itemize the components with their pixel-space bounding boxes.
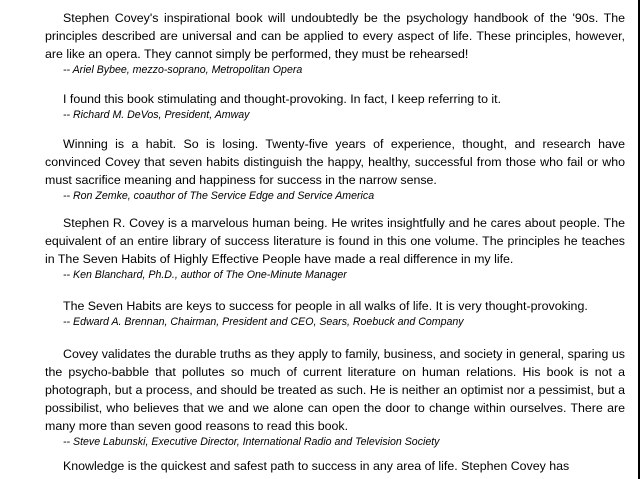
- testimonial-1: [45, 9, 625, 78]
- testimonial-attribution: -- Ariel Bybee, mezzo-soprano, Metropolitan Opera: [63, 64, 303, 76]
- testimonial-5: [45, 297, 625, 330]
- testimonial-attribution: -- Ron Zemke, coauthor of The Service Edge and Service America: [63, 190, 375, 202]
- testimonial-2: [45, 90, 625, 123]
- testimonial-quote: I found this book stimulating and thought-provoking. In fact, I keep referring to it.: [63, 92, 502, 106]
- testimonial-attribution: -- Ken Blanchard, Ph.D., author of The One-Minute Manager: [63, 269, 347, 281]
- testimonial-7: [45, 457, 625, 475]
- testimonial-quote: Stephen R. Covey is a marvelous human being. He writes insightfully and he cares about people. The equivalent of an entire library of success literature is found in this one volume. The principles he teaches in The Seven Habits of Highly Effective People have made a real difference in my life.: [45, 216, 625, 266]
- testimonial-quote: Covey validates the durable truths as they apply to family, business, and society in general, sparing us the psycho-babble that pollutes so much of current literature on human relations. His book is not a photograph, but a process, and should be treated as such. He is neither an optimist nor a pessimist, but a possibilist, who believes that we and we alone can open the door to change within ourselves. There are many more than seven good reasons to read this book.: [45, 347, 625, 433]
- testimonial-quote: The Seven Habits are keys to success for people in all walks of life. It is very thought-provoking.: [63, 299, 588, 313]
- testimonial-3: [45, 135, 625, 204]
- testimonial-quote: Knowledge is the quickest and safest path to success in any area of life. Stephen Covey has: [63, 459, 570, 473]
- testimonial-attribution: -- Richard M. DeVos, President, Amway: [63, 109, 250, 121]
- testimonial-quote: Winning is a habit. So is losing. Twenty-five years of experience, thought, and research have convinced Covey that seven habits distinguish the happy, healthy, successful from those who fail or who must sacrifice meaning and happiness for success in the narrow sense.: [45, 137, 625, 187]
- testimonial-attribution: -- Edward A. Brennan, Chairman, President and CEO, Sears, Roebuck and Company: [63, 316, 464, 328]
- testimonial-6: [45, 345, 625, 450]
- testimonial-4: [45, 214, 625, 283]
- testimonial-attribution: -- Steve Labunski, Executive Director, International Radio and Television Society: [63, 436, 440, 448]
- testimonial-quote: Stephen Covey's inspirational book will undoubtedly be the psychology handbook of the '90s. The principles described are universal and can be applied to every aspect of life. These principles, however, are like an opera. They cannot simply be performed, they must be rehearsed!: [45, 11, 625, 61]
